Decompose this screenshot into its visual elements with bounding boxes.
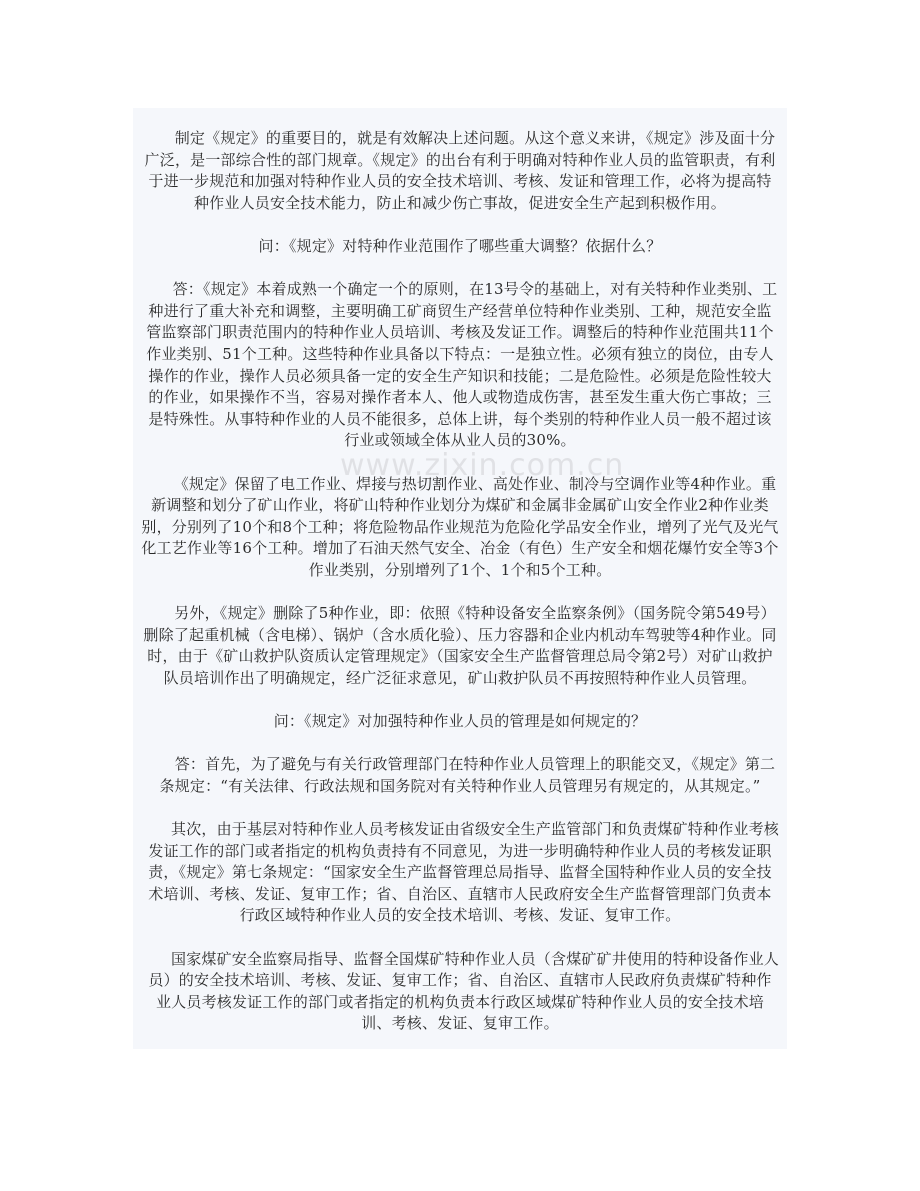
answer-management-first: 答：首先，为了避免与有关行政管理部门在特种作业人员管理上的职能交叉，《规定》第二条规定：“有关法律、行政法规和国务院对有关特种作业人员管理另有规定的，从其规定。” [159, 755, 776, 795]
answer-scope-adjustment: 答：《规定》本着成熟一个确定一个的原则，在13号令的基础上，对有关特种作业类别、工种进行了重大补充和调整，主要明确工矿商贸生产经营单位特种作业类别、工种，规范安全监管监察部门职责范围内的特种作业人员培训、考核及发证工作。调整后的特种作业范围共11个作业类别、51个工种。这些特种作业具备以下特点：一是独立性。必须有独立的岗位，由专人操作的作业，操作人员必须具备一定的安全生产知识和技能；二是危险性。必须是危险性较大的作业，如果操作不当，容易对操作者本人、他人或物造成伤害，甚至发生重大伤亡事故；三是特殊性。从事特种作业的人员不能很多，总体上讲，每个类别的特种作业人员一般不超过该行业或领域全体从业人员的30%。 [146, 280, 778, 450]
paragraph-retained-categories: 《规定》保留了电工作业、焊接与热切割作业、高处作业、制冷与空调作业等4种作业。重新调整和划分了矿山作业，将矿山特种作业划分为煤矿和金属非金属矿山安全作业2种作业类别，分别列了10个和8个工种；将危险物品作业规范为危险化学品安全作业，增列了光气及光气化工艺作业等16个工种。增加了石油天然气安全、冶金（有色）生产安全和烟花爆竹安全等3个作业类别，分别增列了1个、1个和5个工种。 [141, 474, 779, 579]
paragraph-deleted-categories: 另外，《规定》删除了5种作业，即：依照《特种设备安全监察条例》（国务院令第549号）删除了起重机械（含电梯）、锅炉（含水质化验）、压力容器和企业内机动车驾驶等4种作业。同时，由于《矿山救护队资质认定管理规定》（国家安全生产监督管理总局令第2号）对矿山救护队员培训作出了明确规定，经广泛征求意见，矿山救护队员不再按照特种作业人员管理。 [143, 604, 777, 687]
paragraph-gap [141, 214, 779, 236]
paragraph-gap [141, 452, 779, 474]
answer-management-second: 其次，由于基层对特种作业人员考核发证由省级安全生产监管部门和负责煤矿特种作业考核发证工作的部门或者指定的机构负责持有不同意见，为进一步明确特种作业人员的考核发证职责，《规定》第七条规定：“国家安全生产监督管理总局指导、监督全国特种作业人员的安全技术培训、考核、发证、复审工作；省、自治区、直辖市人民政府安全生产监督管理部门负责本行政区域特种作业人员的安全技术培训、考核、发证、复审工作。 [148, 820, 780, 925]
paragraph-gap [141, 689, 779, 711]
paragraph-gap [141, 797, 779, 819]
question-management: 问：《规定》对加强特种作业人员的管理是如何规定的？ [273, 712, 647, 731]
paragraph-purpose: 制定《规定》的重要目的，就是有效解决上述问题。从这个意义来讲，《规定》涉及面十分广泛，是一部综合性的部门规章。《规定》的出台有利于明确对特种作业人员的监管职责，有利于进一步规范和加强对特种作业人员的安全技术培训、考核、发证和管理工作，必将为提高特种作业人员安全技术能力，防止和减少伤亡事故，促进安全生产起到积极作用。 [144, 129, 776, 212]
watermark-text: www.zixin.com.cn [340, 448, 625, 483]
question-scope-adjustment: 问：《规定》对特种作业范围作了哪些重大调整？依据什么？ [258, 236, 662, 255]
paragraph-gap [141, 581, 779, 603]
paragraph-gap [141, 258, 779, 280]
document-page [133, 108, 787, 1049]
paragraph-gap [141, 733, 779, 755]
paragraph-gap [141, 927, 779, 949]
answer-management-coal: 国家煤矿安全监察局指导、监督全国煤矿特种作业人员（含煤矿矿井使用的特种设备作业人员）的安全技术培训、考核、发证、复审工作；省、自治区、直辖市人民政府负责煤矿特种作业人员考核发证工作的部门或者指定的机构负责本行政区域煤矿特种作业人员的安全技术培训、考核、发证、复审工作。 [148, 949, 780, 1033]
